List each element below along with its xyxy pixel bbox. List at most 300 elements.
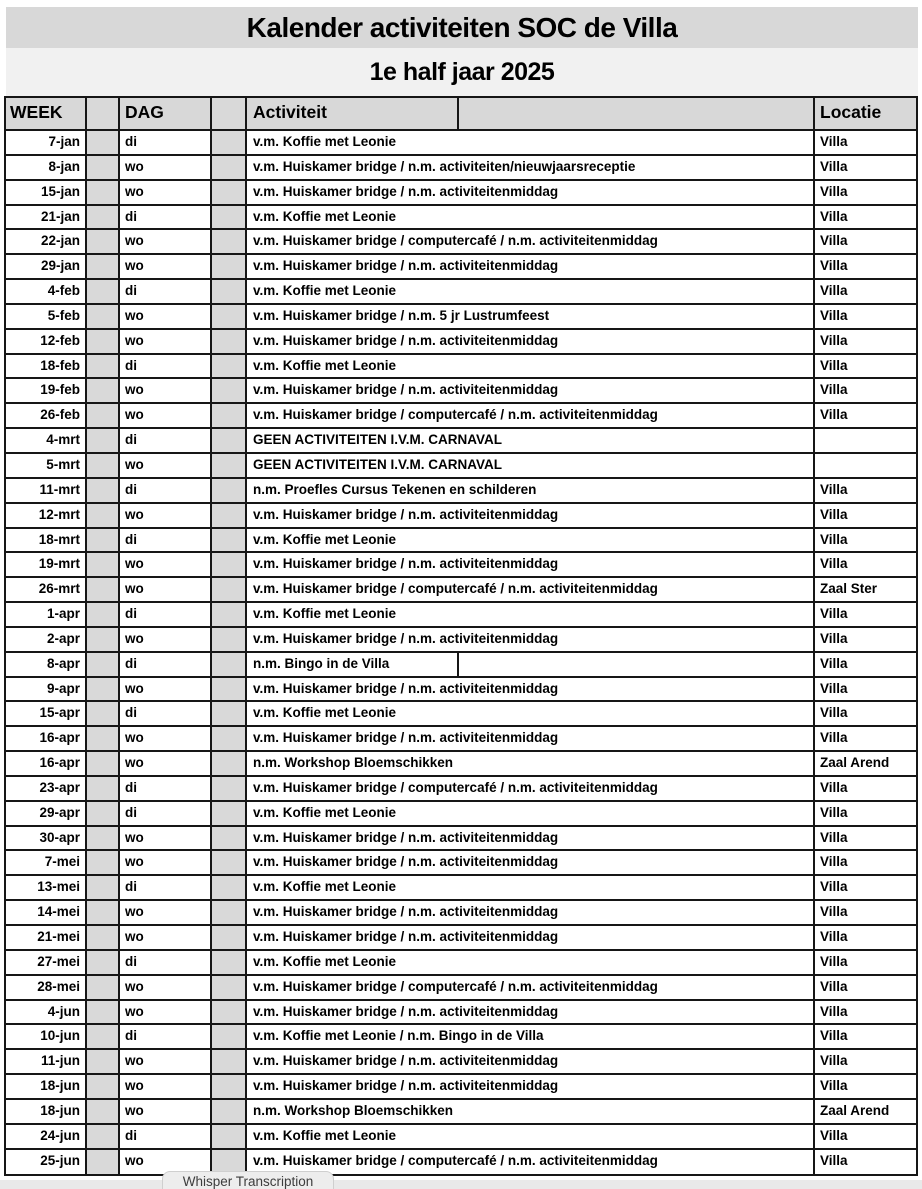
gap-cell: [87, 1075, 120, 1098]
table-row: [6, 876, 916, 901]
week-cell: 18-jun: [6, 1075, 87, 1098]
table-row: [6, 1001, 916, 1026]
table-row: [6, 553, 916, 578]
locatie-cell: Villa: [820, 556, 848, 572]
table-row: [6, 603, 916, 628]
locatie-cell: Villa: [820, 183, 848, 199]
header-dag: DAG: [120, 98, 212, 129]
week-cell: 4-mrt: [6, 429, 87, 452]
week-cell: 5-feb: [6, 305, 87, 328]
gap-cell: [212, 851, 247, 874]
table-row: [6, 479, 916, 504]
dag-cell: di: [120, 280, 212, 303]
locatie-cell: Villa: [820, 481, 848, 497]
week-cell: 26-feb: [6, 404, 87, 427]
gap-cell: [212, 876, 247, 899]
gap-cell: [87, 653, 120, 676]
table-row: [6, 1100, 916, 1125]
dag-cell: wo: [120, 827, 212, 850]
dag-cell: wo: [120, 752, 212, 775]
table-row: [6, 1150, 916, 1175]
gap-cell: [212, 653, 247, 676]
gap-cell: [87, 1100, 120, 1123]
dag-cell: wo: [120, 727, 212, 750]
activity-cell: n.m. Bingo in de Villa: [247, 653, 459, 676]
dag-cell: di: [120, 529, 212, 552]
gap-cell: [87, 628, 120, 651]
table-row: [6, 752, 916, 777]
table-row: [6, 678, 916, 703]
table-row: [6, 926, 916, 951]
header-gap-2: [212, 98, 247, 129]
locatie-cell: Villa: [820, 1078, 848, 1094]
gap-cell: [212, 379, 247, 402]
locatie-cell: Villa: [820, 1028, 848, 1044]
activity-cell: v.m. Koffie met Leonie: [247, 131, 815, 154]
activity-cell: v.m. Koffie met Leonie: [247, 603, 815, 626]
table-body: [6, 131, 916, 1174]
table-row: [6, 230, 916, 255]
gap-cell: [212, 926, 247, 949]
dag-cell: di: [120, 603, 212, 626]
dag-cell: wo: [120, 976, 212, 999]
table-row: [6, 280, 916, 305]
table-row: [6, 1050, 916, 1075]
locatie-cell: Villa: [820, 1152, 848, 1168]
gap-cell: [87, 156, 120, 179]
gap-cell: [87, 255, 120, 278]
gap-cell: [212, 404, 247, 427]
gap-cell: [87, 181, 120, 204]
activity-cell: v.m. Huiskamer bridge / n.m. activiteitenmiddag: [247, 504, 815, 527]
activity-cell: v.m. Huiskamer bridge / computercafé / n.m. activiteitenmiddag: [247, 976, 815, 999]
gap-cell: [87, 603, 120, 626]
activity-cell: v.m. Huiskamer bridge / n.m. activiteitenmiddag: [247, 553, 815, 576]
gap-cell: [212, 1050, 247, 1073]
locatie-cell: Villa: [820, 779, 848, 795]
dag-cell: wo: [120, 255, 212, 278]
gap-cell: [87, 230, 120, 253]
gap-cell: [87, 678, 120, 701]
activity-cell: v.m. Huiskamer bridge / n.m. activiteitenmiddag: [247, 727, 815, 750]
gap-cell: [212, 603, 247, 626]
table-row: [6, 454, 916, 479]
gap-cell: [212, 1001, 247, 1024]
locatie-cell: Zaal Arend: [820, 1102, 890, 1118]
dag-cell: di: [120, 131, 212, 154]
activity-cell: v.m. Huiskamer bridge / n.m. activiteitenmiddag: [247, 851, 815, 874]
dag-cell: di: [120, 206, 212, 229]
locatie-cell: Villa: [820, 506, 848, 522]
locatie-cell: Villa: [820, 705, 848, 721]
activity-cell: v.m. Huiskamer bridge / computercafé / n.m. activiteitenmiddag: [247, 777, 815, 800]
gap-cell: [87, 1025, 120, 1048]
gap-cell: [87, 280, 120, 303]
week-cell: 18-jun: [6, 1100, 87, 1123]
page-subtitle: 1e half jaar 2025: [369, 57, 555, 86]
dag-cell: wo: [120, 901, 212, 924]
table-row: [6, 1125, 916, 1150]
dag-cell: wo: [120, 1001, 212, 1024]
dag-cell: di: [120, 1025, 212, 1048]
table-row: [6, 851, 916, 876]
week-cell: 10-jun: [6, 1025, 87, 1048]
whisper-transcription-button[interactable]: [162, 1171, 334, 1189]
gap-cell: [212, 156, 247, 179]
activity-cell: v.m. Huiskamer bridge / n.m. activiteitenmiddag: [247, 901, 815, 924]
table-row: [6, 529, 916, 554]
locatie-cell: Villa: [820, 1127, 848, 1143]
week-cell: 26-mrt: [6, 578, 87, 601]
activity-cell: v.m. Huiskamer bridge / n.m. activiteitenmiddag: [247, 1001, 815, 1024]
dag-cell: di: [120, 479, 212, 502]
table-row: [6, 777, 916, 802]
locatie-cell: Villa: [820, 134, 848, 149]
gap-cell: [87, 529, 120, 552]
dag-cell: wo: [120, 156, 212, 179]
week-cell: 8-apr: [6, 653, 87, 676]
gap-cell: [87, 827, 120, 850]
gap-cell: [212, 230, 247, 253]
table-row: [6, 727, 916, 752]
table-row: [6, 504, 916, 529]
gap-cell: [87, 951, 120, 974]
week-cell: 24-jun: [6, 1125, 87, 1148]
week-cell: 1-apr: [6, 603, 87, 626]
dag-cell: wo: [120, 678, 212, 701]
table-row: [6, 802, 916, 827]
activity-cell: v.m. Koffie met Leonie: [247, 951, 815, 974]
week-cell: 16-apr: [6, 727, 87, 750]
calendar-table: [4, 96, 918, 1176]
week-cell: 15-jan: [6, 181, 87, 204]
week-cell: 25-jun: [6, 1150, 87, 1175]
activity-cell: v.m. Koffie met Leonie / n.m. Bingo in de Villa: [247, 1025, 815, 1048]
activity-cell: v.m. Huiskamer bridge / computercafé / n.m. activiteitenmiddag: [247, 404, 815, 427]
activity-cell: n.m. Proefles Cursus Tekenen en schilderen: [247, 479, 815, 502]
week-cell: 18-mrt: [6, 529, 87, 552]
week-cell: 16-apr: [6, 752, 87, 775]
week-cell: 4-feb: [6, 280, 87, 303]
gap-cell: [87, 901, 120, 924]
gap-cell: [87, 802, 120, 825]
dag-cell: di: [120, 777, 212, 800]
table-header-row: [6, 98, 916, 131]
gap-cell: [212, 479, 247, 502]
dag-cell: wo: [120, 379, 212, 402]
gap-cell: [87, 702, 120, 725]
gap-cell: [212, 802, 247, 825]
whisper-transcription-label: Whisper Transcription: [182, 1174, 314, 1189]
subtitle-band: [6, 48, 918, 96]
week-cell: 2-apr: [6, 628, 87, 651]
gap-cell: [87, 305, 120, 328]
locatie-cell: Villa: [820, 283, 848, 299]
activity-cell: v.m. Huiskamer bridge / n.m. activiteitenmiddag: [247, 827, 815, 850]
dag-cell: wo: [120, 504, 212, 527]
activity-cell: GEEN ACTIVITEITEN I.V.M. CARNAVAL: [247, 429, 815, 452]
locatie-cell: [815, 454, 916, 477]
gap-cell: [87, 429, 120, 452]
title-band: [6, 7, 918, 48]
week-cell: 11-jun: [6, 1050, 87, 1073]
week-cell: 13-mei: [6, 876, 87, 899]
gap-cell: [212, 628, 247, 651]
gap-cell: [212, 206, 247, 229]
gap-cell: [87, 1050, 120, 1073]
dag-cell: wo: [120, 553, 212, 576]
week-cell: 8-jan: [6, 156, 87, 179]
locatie-cell: Villa: [820, 307, 848, 323]
dag-cell: di: [120, 653, 212, 676]
gap-cell: [212, 752, 247, 775]
locatie-cell: Villa: [820, 382, 848, 398]
gap-cell: [87, 1001, 120, 1024]
gap-cell: [212, 727, 247, 750]
dag-cell: wo: [120, 305, 212, 328]
table-row: [6, 653, 916, 678]
week-cell: 5-mrt: [6, 454, 87, 477]
week-cell: 4-jun: [6, 1001, 87, 1024]
dag-cell: di: [120, 429, 212, 452]
activity-extra-cell: [459, 653, 815, 676]
table-row: [6, 578, 916, 603]
dag-cell: wo: [120, 404, 212, 427]
table-row: [6, 131, 916, 156]
activity-cell: v.m. Huiskamer bridge / computercafé / n.m. activiteitenmiddag: [247, 230, 815, 253]
week-cell: 15-apr: [6, 702, 87, 725]
locatie-cell: Villa: [820, 357, 848, 373]
table-row: [6, 255, 916, 280]
activity-cell: v.m. Koffie met Leonie: [247, 802, 815, 825]
week-cell: 27-mei: [6, 951, 87, 974]
locatie-cell: Villa: [820, 1053, 848, 1069]
week-cell: 28-mei: [6, 976, 87, 999]
gap-cell: [212, 1100, 247, 1123]
locatie-cell: Villa: [820, 233, 848, 249]
gap-cell: [212, 1125, 247, 1148]
table-row: [6, 305, 916, 330]
gap-cell: [87, 976, 120, 999]
week-cell: 23-apr: [6, 777, 87, 800]
gap-cell: [212, 454, 247, 477]
header-activiteit: Activiteit: [247, 98, 459, 129]
gap-cell: [87, 355, 120, 378]
gap-cell: [87, 454, 120, 477]
table-row: [6, 1075, 916, 1100]
table-row: [6, 181, 916, 206]
activity-cell: n.m. Workshop Bloemschikken: [247, 1100, 815, 1123]
locatie-cell: Villa: [820, 407, 848, 423]
dag-cell: di: [120, 355, 212, 378]
locatie-cell: Villa: [820, 804, 848, 820]
gap-cell: [87, 553, 120, 576]
header-activiteit-extra: [459, 98, 815, 129]
gap-cell: [212, 305, 247, 328]
activity-cell: v.m. Huiskamer bridge / n.m. 5 jr Lustrumfeest: [247, 305, 815, 328]
table-row: [6, 628, 916, 653]
gap-cell: [212, 529, 247, 552]
dag-cell: wo: [120, 851, 212, 874]
gap-cell: [87, 727, 120, 750]
locatie-cell: Villa: [820, 730, 848, 746]
activity-cell: v.m. Huiskamer bridge / n.m. activiteitenmiddag: [247, 1050, 815, 1073]
gap-cell: [87, 131, 120, 154]
table-row: [6, 355, 916, 380]
header-gap-1: [87, 98, 120, 129]
gap-cell: [212, 504, 247, 527]
gap-cell: [87, 404, 120, 427]
table-row: [6, 951, 916, 976]
dag-cell: wo: [120, 330, 212, 353]
activity-cell: v.m. Huiskamer bridge / n.m. activiteitenmiddag: [247, 926, 815, 949]
gap-cell: [87, 578, 120, 601]
week-cell: 30-apr: [6, 827, 87, 850]
dag-cell: wo: [120, 181, 212, 204]
gap-cell: [212, 429, 247, 452]
locatie-cell: [815, 429, 916, 452]
gap-cell: [87, 926, 120, 949]
locatie-cell: Villa: [820, 258, 848, 274]
activity-cell: v.m. Huiskamer bridge / n.m. activiteitenmiddag: [247, 678, 815, 701]
locatie-cell: Villa: [820, 208, 848, 224]
activity-cell: GEEN ACTIVITEITEN I.V.M. CARNAVAL: [247, 454, 815, 477]
week-cell: 29-apr: [6, 802, 87, 825]
gap-cell: [212, 777, 247, 800]
week-cell: 9-apr: [6, 678, 87, 701]
table-row: [6, 976, 916, 1001]
week-cell: 22-jan: [6, 230, 87, 253]
gap-cell: [212, 1075, 247, 1098]
table-row: [6, 379, 916, 404]
locatie-cell: Villa: [820, 953, 848, 969]
week-cell: 12-feb: [6, 330, 87, 353]
week-cell: 11-mrt: [6, 479, 87, 502]
activity-cell: v.m. Koffie met Leonie: [247, 1125, 815, 1148]
gap-cell: [212, 181, 247, 204]
locatie-cell: Villa: [820, 929, 848, 944]
table-row: [6, 206, 916, 231]
gap-cell: [212, 280, 247, 303]
header-locatie: Locatie: [820, 102, 882, 122]
gap-cell: [87, 752, 120, 775]
activity-cell: v.m. Huiskamer bridge / n.m. activiteitenmiddag: [247, 181, 815, 204]
locatie-cell: Villa: [820, 1003, 848, 1019]
week-cell: 29-jan: [6, 255, 87, 278]
dag-cell: di: [120, 702, 212, 725]
gap-cell: [212, 678, 247, 701]
week-cell: 19-feb: [6, 379, 87, 402]
activity-cell: v.m. Koffie met Leonie: [247, 206, 815, 229]
activity-cell: v.m. Koffie met Leonie: [247, 529, 815, 552]
dag-cell: wo: [120, 926, 212, 949]
dag-cell: wo: [120, 1100, 212, 1123]
dag-cell: wo: [120, 1075, 212, 1098]
gap-cell: [87, 851, 120, 874]
dag-cell: di: [120, 951, 212, 974]
activity-cell: n.m. Workshop Bloemschikken: [247, 752, 815, 775]
dag-cell: wo: [120, 1050, 212, 1073]
dag-cell: wo: [120, 578, 212, 601]
table-row: [6, 901, 916, 926]
dag-cell: wo: [120, 454, 212, 477]
table-row: [6, 702, 916, 727]
locatie-cell: Villa: [820, 680, 848, 696]
activity-cell: v.m. Huiskamer bridge / computercafé / n.m. activiteitenmiddag: [247, 578, 815, 601]
locatie-cell: Villa: [820, 655, 848, 671]
table-row: [6, 827, 916, 852]
gap-cell: [87, 876, 120, 899]
header-week: WEEK: [6, 98, 87, 129]
dag-cell: di: [120, 876, 212, 899]
gap-cell: [212, 702, 247, 725]
locatie-cell: Villa: [820, 630, 848, 646]
activity-cell: v.m. Koffie met Leonie: [247, 355, 815, 378]
gap-cell: [87, 206, 120, 229]
table-row: [6, 1025, 916, 1050]
gap-cell: [87, 1125, 120, 1148]
activity-cell: v.m. Huiskamer bridge / n.m. activiteiten/nieuwjaarsreceptie: [247, 156, 815, 179]
gap-cell: [212, 355, 247, 378]
activity-cell: v.m. Huiskamer bridge / n.m. activiteitenmiddag: [247, 330, 815, 353]
gap-cell: [212, 1025, 247, 1048]
table-row: [6, 429, 916, 454]
gap-cell: [212, 578, 247, 601]
gap-cell: [87, 479, 120, 502]
week-cell: 19-mrt: [6, 553, 87, 576]
gap-cell: [212, 901, 247, 924]
week-cell: 18-feb: [6, 355, 87, 378]
activity-cell: v.m. Huiskamer bridge / n.m. activiteitenmiddag: [247, 628, 815, 651]
gap-cell: [87, 330, 120, 353]
activity-cell: v.m. Huiskamer bridge / n.m. activiteitenmiddag: [247, 1075, 815, 1098]
activity-cell: v.m. Koffie met Leonie: [247, 702, 815, 725]
week-cell: 21-mei: [6, 926, 87, 949]
table-row: [6, 156, 916, 181]
locatie-cell: Zaal Arend: [820, 755, 890, 771]
activity-cell: v.m. Huiskamer bridge / n.m. activiteitenmiddag: [247, 255, 815, 278]
week-cell: 21-jan: [6, 206, 87, 229]
dag-cell: wo: [120, 628, 212, 651]
locatie-cell: Zaal Ster: [820, 581, 878, 597]
week-cell: 14-mei: [6, 901, 87, 924]
gap-cell: [212, 131, 247, 154]
gap-cell: [212, 827, 247, 850]
week-cell: 7-mei: [6, 851, 87, 874]
page-title: Kalender activiteiten SOC de Villa: [246, 11, 678, 43]
gap-cell: [87, 1150, 120, 1175]
gap-cell: [87, 504, 120, 527]
locatie-cell: Villa: [820, 978, 848, 994]
week-cell: 12-mrt: [6, 504, 87, 527]
activity-cell: v.m. Koffie met Leonie: [247, 280, 815, 303]
week-cell: 7-jan: [6, 131, 87, 154]
gap-cell: [212, 951, 247, 974]
locatie-cell: Villa: [820, 904, 848, 920]
locatie-cell: Villa: [820, 854, 848, 870]
gap-cell: [212, 976, 247, 999]
dag-cell: wo: [120, 230, 212, 253]
gap-cell: [87, 777, 120, 800]
locatie-cell: Villa: [820, 531, 848, 547]
gap-cell: [212, 330, 247, 353]
locatie-cell: Villa: [820, 606, 848, 622]
gap-cell: [212, 255, 247, 278]
activity-cell: v.m. Koffie met Leonie: [247, 876, 815, 899]
locatie-cell: Villa: [820, 879, 848, 895]
dag-cell: di: [120, 802, 212, 825]
bottom-margin-strip: [0, 1180, 922, 1189]
